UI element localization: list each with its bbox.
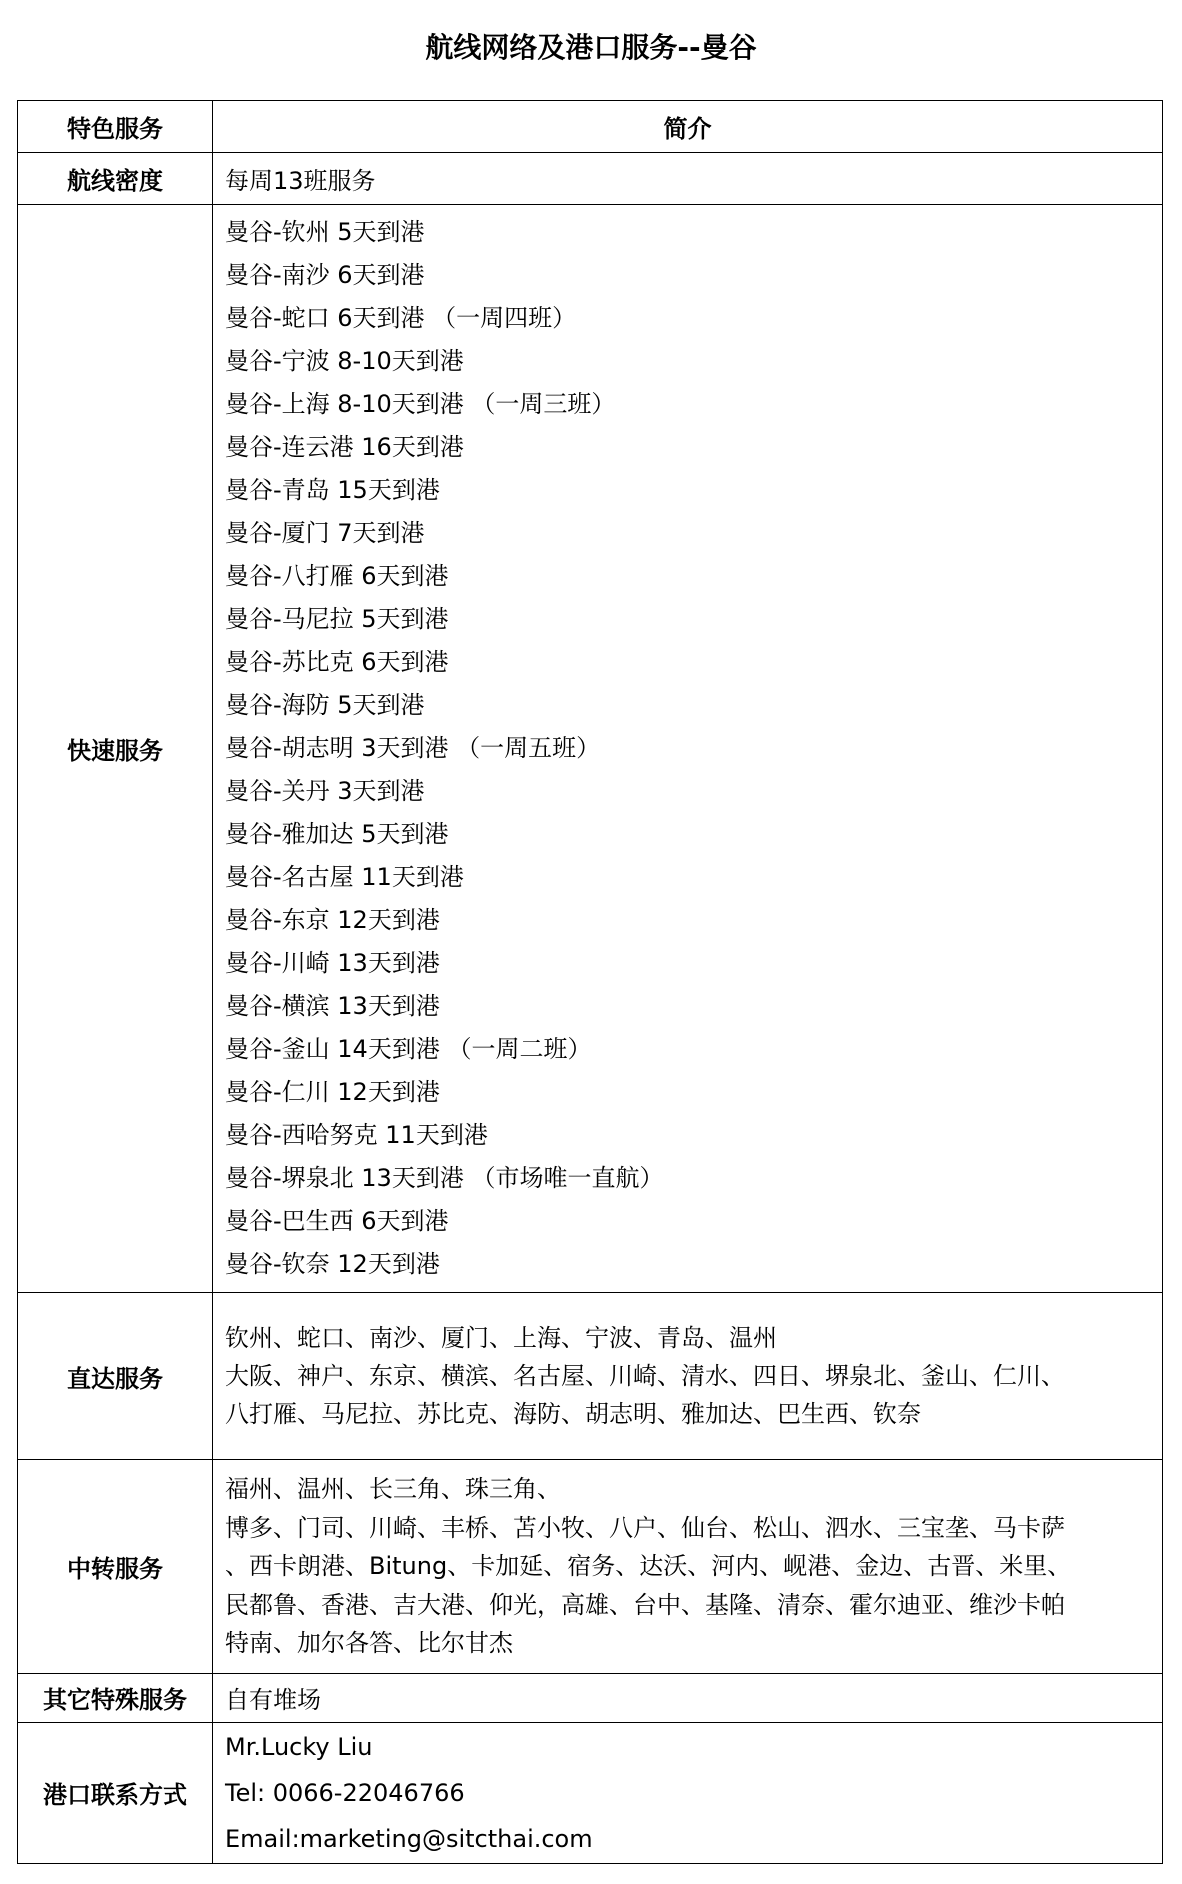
row-port-contact <box>18 1722 1163 1863</box>
express-route: 曼谷-八打雁 6天到港 <box>225 562 449 590</box>
express-route: 曼谷-钦奈 12天到港 <box>225 1250 440 1278</box>
transfer-ports-line: 特南、加尔各答、比尔甘杰 <box>225 1629 513 1657</box>
express-route: 曼谷-东京 12天到港 <box>225 906 440 934</box>
label-other-service: 其它特殊服务 <box>18 1673 213 1722</box>
header-feature-service: 特色服务 <box>18 101 213 153</box>
express-route: 曼谷-宁波 8-10天到港 <box>225 347 464 375</box>
express-route: 曼谷-巴生西 6天到港 <box>225 1207 449 1235</box>
express-route: 曼谷-堺泉北 13天到港 （市场唯一直航） <box>225 1164 664 1192</box>
contact-name: Mr.Lucky Liu <box>225 1732 373 1761</box>
direct-ports-line: 大阪、神户、东京、横滨、名古屋、川崎、清水、四日、堺泉北、釜山、仁川、 <box>225 1362 1065 1390</box>
express-route: 曼谷-关丹 3天到港 <box>225 777 425 805</box>
row-other-service <box>18 1673 1163 1722</box>
express-route: 曼谷-海防 5天到港 <box>225 691 425 719</box>
express-route: 曼谷-南沙 6天到港 <box>225 261 425 289</box>
direct-ports-line: 钦州、蛇口、南沙、厦门、上海、宁波、青岛、温州 <box>225 1324 777 1352</box>
label-transfer-service: 中转服务 <box>18 1460 213 1674</box>
express-route: 曼谷-西哈努克 11天到港 <box>225 1121 488 1149</box>
row-direct-service <box>18 1293 1163 1460</box>
express-route: 曼谷-马尼拉 5天到港 <box>225 605 449 633</box>
contact-tel: Tel: 0066-22046766 <box>225 1778 465 1807</box>
header-description: 简介 <box>213 101 1163 153</box>
express-route: 曼谷-名古屋 11天到港 <box>225 863 464 891</box>
row-route-density <box>18 153 1163 205</box>
label-express-service: 快速服务 <box>18 205 213 1293</box>
direct-ports-line: 八打雁、马尼拉、苏比克、海防、胡志明、雅加达、巴生西、钦奈 <box>225 1400 921 1428</box>
transfer-ports-line: 福州、温州、长三角、珠三角、 <box>225 1475 561 1503</box>
express-route: 曼谷-连云港 16天到港 <box>225 433 464 461</box>
express-route: 曼谷-川崎 13天到港 <box>225 949 440 977</box>
transfer-port-list <box>213 1460 1163 1674</box>
express-route: 曼谷-钦州 5天到港 <box>225 218 425 246</box>
page-title: 航线网络及港口服务--曼谷 <box>425 31 757 64</box>
express-route: 曼谷-胡志明 3天到港 （一周五班） <box>225 734 601 762</box>
contact-details <box>213 1722 1163 1863</box>
label-port-contact: 港口联系方式 <box>18 1722 213 1863</box>
express-route: 曼谷-厦门 7天到港 <box>225 519 425 547</box>
contact-email: Email:marketing@sitcthai.com <box>225 1824 593 1853</box>
express-route: 曼谷-雅加达 5天到港 <box>225 820 449 848</box>
transfer-ports-line: 民都鲁、香港、吉大港、仰光，高雄、台中、基隆、清奈、霍尔迪亚、维沙卡帕 <box>225 1590 1065 1619</box>
express-route: 曼谷-苏比克 6天到港 <box>225 648 449 676</box>
label-direct-service: 直达服务 <box>18 1293 213 1460</box>
express-route: 曼谷-青岛 15天到港 <box>225 476 440 504</box>
label-route-density: 航线密度 <box>18 153 213 205</box>
service-table <box>17 100 1163 1864</box>
express-route: 曼谷-釜山 14天到港 （一周二班） <box>225 1035 592 1063</box>
value-route-density: 每周13班服务 <box>213 153 1163 205</box>
row-express-service <box>18 205 1163 1293</box>
express-route: 曼谷-蛇口 6天到港 （一周四班） <box>225 304 577 332</box>
transfer-ports-line: 、西卡朗港、Bitung、卡加延、宿务、达沃、河内、岘港、金边、古晋、米里、 <box>225 1552 1072 1580</box>
row-transfer-service <box>18 1460 1163 1674</box>
transfer-ports-line: 博多、门司、川崎、丰桥、苫小牧、八户、仙台、松山、泗水、三宝垄、马卡萨 <box>225 1513 1065 1542</box>
direct-port-list <box>213 1293 1163 1460</box>
express-route: 曼谷-上海 8-10天到港 （一周三班） <box>225 390 616 418</box>
value-other-service: 自有堆场 <box>213 1673 1163 1722</box>
express-route: 曼谷-仁川 12天到港 <box>225 1078 440 1106</box>
table-header-row <box>18 101 1163 153</box>
express-route-list <box>213 205 1163 1293</box>
express-route: 曼谷-横滨 13天到港 <box>225 992 440 1020</box>
